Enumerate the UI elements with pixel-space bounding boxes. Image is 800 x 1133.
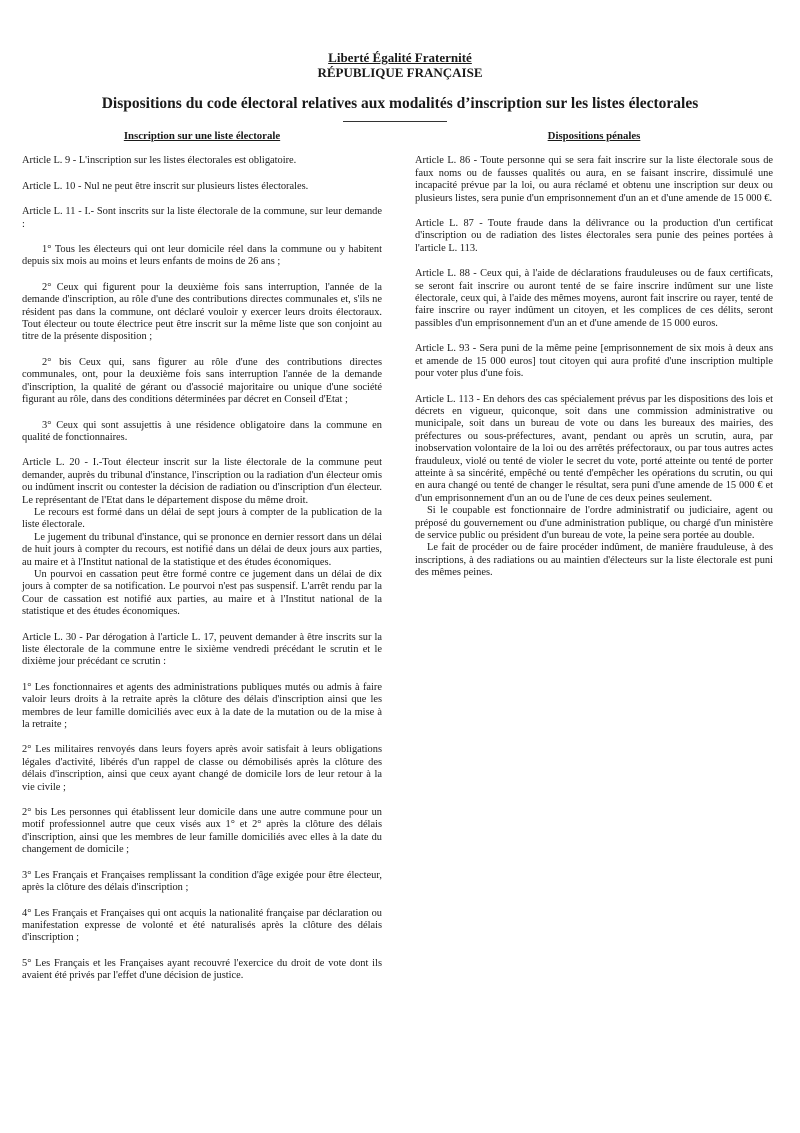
title-divider bbox=[343, 121, 447, 122]
article-l113: Article L. 113 - En dehors des cas spécialement prévus par les dispositions des lois et décrets en vigueur, quiconque, soit dans une commission administrative ou municipale, soit dans un bureau de vote ou dans les bureaux des mairies, des préfectures ou sous-préfectures, avant, pendant ou après un scrutin, aura, par inobservation volontaire de la loi ou des arrêtés préfectoraux, ou par tous autres actes frauduleux, violé ou tenté de violer le secret du vote, porté atteinte ou tenté de porter atteinte à sa sincérité, empêché ou tenté d'empêcher les opérations du scrutin, ou qui en aura changé ou tenté de changer le résultat, sera puni d'une amende de 15 000 € et d'un emprisonnement d'un an ou de l'une de ces deux peines seulement. bbox=[415, 393, 773, 504]
republic-motto: Liberté Égalité Fraternité bbox=[328, 50, 472, 65]
article-l10: Article L. 10 - Nul ne peut être inscrit sur plusieurs listes électorales. bbox=[22, 180, 309, 192]
article-l30-item-1: 1° Les fonctionnaires et agents des administrations publiques mutés ou admis à faire valoir leurs droits à la retraite après la clôture des délais d'inscription ainsi que les membres de leur famille domiciliés avec eux à la date de la mutation ou de la mise à la retraite ; bbox=[22, 681, 382, 731]
document-header bbox=[0, 50, 800, 80]
article-l11-intro: Article L. 11 - I.- Sont inscrits sur la liste électorale de la commune, sur leur demande : bbox=[22, 206, 382, 230]
article-l30-item-2bis: 2° bis Les personnes qui établissent leur domicile dans une autre commune pour un motif professionnel autre que ceux visés aux 1° et 2° après la clôture des délais d'inscription, ainsi que les membres de leur famille domiciliés avec elles à la date du changement de domicile ; bbox=[22, 807, 382, 856]
article-l11-item-2bis: 2° bis Ceux qui, sans figurer au rôle d'une des contributions directes communales, ont, pour la deuxième fois sans interruption l'année de la demande d'inscription, la qualité de gérant ou d'associé majoritaire ou unique d'une société figurant au rôle, dans des conditions déterminées par décret en Conseil d'Etat ; bbox=[22, 356, 382, 406]
article-l88: Article L. 88 - Ceux qui, à l'aide de déclarations frauduleuses ou de faux certificats, se seront fait inscrire ou auront tenté de se faire inscrire indûment sur une liste électorale, ceux qui, à l'aide des mêmes moyens, auront fait inscrire ou rayer, tenté de faire inscrire ou rayer indûment un citoyen, et les complices de ces délits, seront passibles d'un emprisonnement d'un an et d'une amende de 15 000 euros. bbox=[415, 268, 773, 329]
right-column bbox=[415, 130, 773, 593]
article-l113-coupable: Si le coupable est fonctionnaire de l'ordre administratif ou judiciaire, agent ou préposé du gouvernement ou d'une administration publique, ou chargé d'un ministère de service public ou président d'un bureau de vote, la peine sera portée au double. bbox=[415, 505, 773, 541]
article-l20: Article L. 20 - I.-Tout électeur inscrit sur la liste électorale de la commune peut demander, auprès du tribunal d'instance, l'inscription ou la radiation d'un électeur omis ou indûment inscrit ou contester la décision de radiation ou d'inscription d'un électeur. Le représentant de l'Etat dans le département dispose du même droit. bbox=[22, 457, 382, 506]
article-l87: Article L. 87 - Toute fraude dans la délivrance ou la production d'un certificat d'inscription ou de radiation des listes électorales sera punie des peines portées à l'article L. 113. bbox=[415, 218, 773, 254]
article-l93: Article L. 93 - Sera puni de la même peine [emprisonnement de six mois à deux ans et amende de 15 000 euros] tout citoyen qui aura profité d'une inscription multiple pour voter plus d'une fois. bbox=[415, 343, 773, 380]
left-column-heading: Inscription sur une liste électorale bbox=[123, 130, 281, 142]
article-l113-fait: Le fait de procéder ou de faire procéder indûment, de manière frauduleuse, à des inscriptions, à des radiations ou au maintien d'électeurs sur la liste électorale est puni des mêmes peines. bbox=[415, 542, 773, 579]
article-l30-item-5: 5° Les Français et les Françaises ayant recouvré l'exercice du droit de vote dont ils avaient été privés par l'effet d'une décision de justice. bbox=[22, 957, 382, 982]
article-l11-item-3: 3° Ceux qui sont assujettis à une résidence obligatoire dans la commune en qualité de fonctionnaires. bbox=[22, 419, 382, 443]
article-l86: Article L. 86 - Toute personne qui se sera fait inscrire sur la liste électorale sous de faux noms ou de fausses qualités ou aura, en se faisant inscrire, dissimulé une incapacité prévue par la loi, ou aura réclamé et obtenu une inscription sur deux ou plusieurs listes, sera punie d'un emprisonnement d'un an et d'une amende de 15 000 €. bbox=[415, 155, 773, 204]
article-l30-item-3: 3° Les Français et Françaises remplissant la condition d'âge exigée pour être électeur, après la clôture des délais d'inscription ; bbox=[22, 869, 382, 894]
article-l30-item-2: 2° Les militaires renvoyés dans leurs foyers après avoir satisfait à leurs obligations légales d'activité, libérés d'un rappel de classe ou démobilisés après la clôture des délais d'inscription, ainsi que ceux ayant changé de domicile lors de leur retour à la vie civile ; bbox=[22, 744, 382, 793]
article-l30-item-4: 4° Les Français et Françaises qui ont acquis la nationalité française par déclaration ou manifestation expresse de volonté et été naturalisés après la clôture des délais d'inscription ; bbox=[22, 907, 382, 944]
republic-name: RÉPUBLIQUE FRANÇAISE bbox=[317, 65, 483, 80]
document-title: Dispositions du code électoral relatives aux modalités d’inscription sur les listes électorales bbox=[101, 95, 699, 112]
article-l9: Article L. 9 - L'inscription sur les listes électorales est obligatoire. bbox=[22, 155, 297, 167]
article-l20-pourvoi: Un pourvoi en cassation peut être formé contre ce jugement dans un délai de dix jours à compter de sa notification. Le pourvoi n'est pas suspensif. L'arrêt rendu par la Cour de cassation est notifié aux parties, au maire et à l'Institut national de la statistique et des études économiques. bbox=[22, 568, 382, 618]
article-l11-item-1: 1° Tous les électeurs qui ont leur domicile réel dans la commune ou y habitent depuis six mois au moins et leurs enfants de moins de 26 ans ; bbox=[22, 244, 382, 268]
article-l20-recours: Le recours est formé dans un délai de sept jours à compter de la publication de la liste électorale. bbox=[22, 506, 382, 531]
left-column bbox=[22, 130, 382, 996]
article-l20-jugement: Le jugement du tribunal d'instance, qui se prononce en dernier ressort dans un délai de huit jours à compter du recours, est notifié dans un délai de deux jours aux parties, au maire et à l'Institut national de la statistique et des études économiques. bbox=[22, 531, 382, 568]
article-l30: Article L. 30 - Par dérogation à l'article L. 17, peuvent demander à être inscrits sur la liste électorale de la commune entre le sixième vendredi précédant le scrutin et le dixième jour précédant ce scrutin : bbox=[22, 631, 382, 668]
right-column-heading: Dispositions pénales bbox=[547, 130, 641, 142]
article-l11-item-2: 2° Ceux qui figurent pour la deuxième fois sans interruption, l'année de la demande d'inscription, au rôle d'une des contributions directes communales et, s'ils ne résident pas dans la commune, ont déclaré vouloir y exercer leurs droits électoraux. Tout électeur ou toute électrice peut être inscrit sur la même liste que son conjoint au titre de la présente disposition ; bbox=[22, 281, 382, 343]
